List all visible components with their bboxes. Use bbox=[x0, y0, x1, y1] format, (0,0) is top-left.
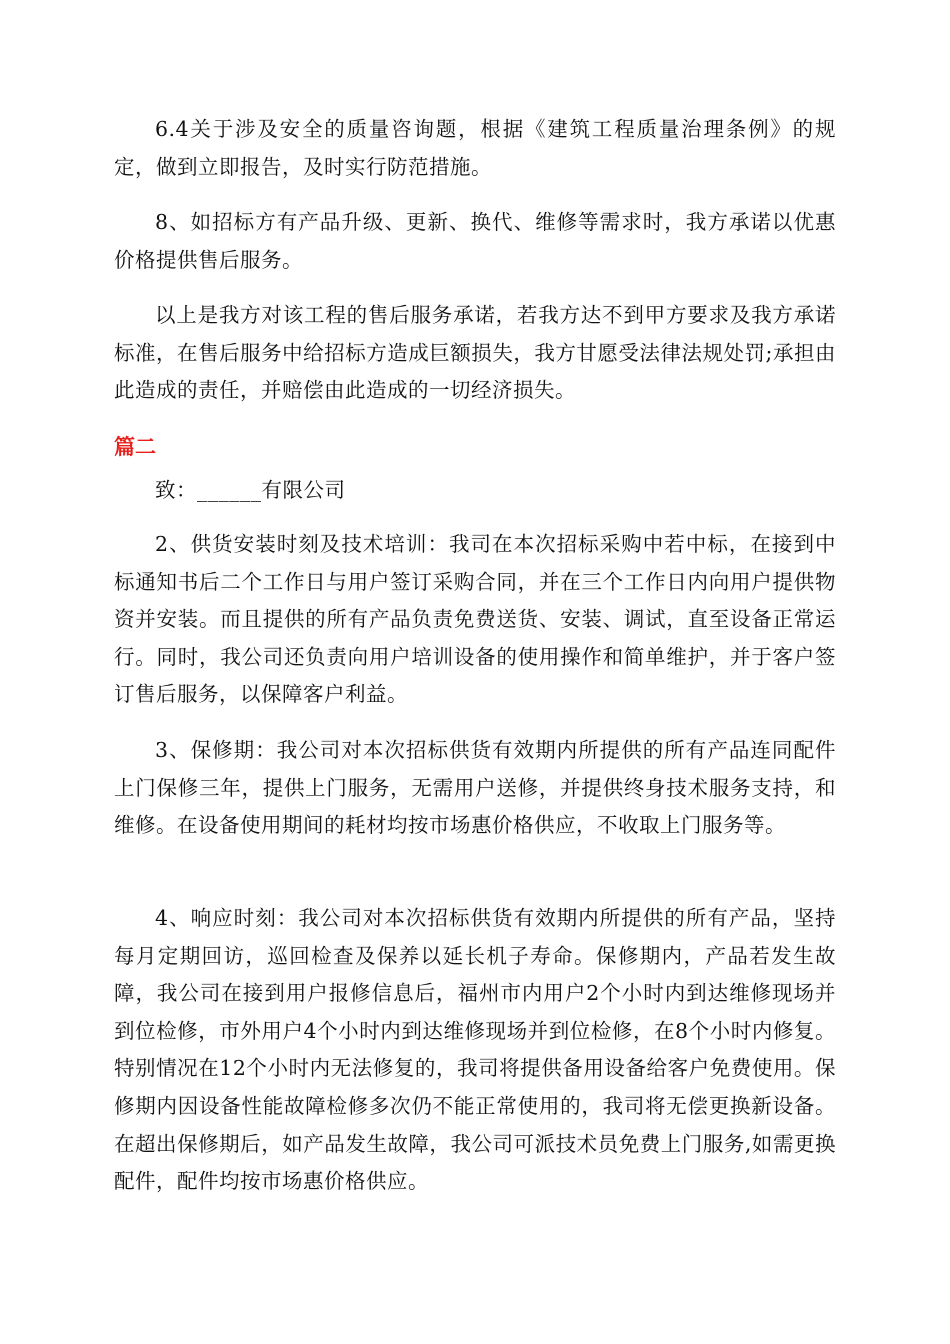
paragraph-commitment-summary: 以上是我方对该工程的售后服务承诺，若我方达不到甲方要求及我方承诺标准，在售后服务中给招标方造成巨额损失，我方甘愿受法律法规处罚;承担由此造成的责任，并赔偿由此造成的一切经济损失。 bbox=[114, 303, 836, 403]
paragraph-response-time: 4、响应时刻：我公司对本次招标供货有效期内所提供的所有产品，坚持每月定期回访，巡回检查及保养以延长机子寿命。保修期内，产品若发生故障，我公司在接到用户报修信息后，福州市内用户2个小时内到达维修现场并到位检修，市外用户4个小时内到达维修现场并到位检修，在8个小时内修复。特别情况在12个小时内无法修复的，我司将提供备用设备给客户免费使用。保修期内因设备性能故障检修多次仍不能正常使用的，我司将无偿更换新设备。在超出保修期后，如产品发生故障，我公司可派技术员免费上门服务,如需更换配件，配件均按市场惠价格供应。 bbox=[114, 906, 836, 1194]
section-heading: 篇二 bbox=[114, 435, 156, 459]
paragraph-delivery-training: 2、供货安装时刻及技术培训：我司在本次招标采购中若中标，在接到中标通知书后二个工作日与用户签订采购合同，并在三个工作日内向用户提供物资并安装。而且提供的所有产品负责免费送货、安装、调试，直至设备正常运行。同时，我公司还负责向用户培训设备的使用操作和简单维护，并于客户签订售后服务，以保障客户利益。 bbox=[114, 532, 836, 707]
paragraph-warranty: 3、保修期：我公司对本次招标供货有效期内所提供的所有产品连同配件上门保修三年，提供上门服务，无需用户送修，并提供终身技术服务支持，和维修。在设备使用期间的耗材均按市场惠价格供应，不收取上门服务等。 bbox=[114, 738, 836, 838]
paragraph-upgrade-service: 8、如招标方有产品升级、更新、换代、维修等需求时，我方承诺以优惠价格提供售后服务。 bbox=[114, 210, 836, 272]
paragraph-quality-consult: 6.4关于涉及安全的质量咨询题，根据《建筑工程质量治理条例》的规定，做到立即报告，及时实行防范措施。 bbox=[114, 117, 836, 179]
greeting-line: 致：______有限公司 bbox=[155, 478, 346, 502]
